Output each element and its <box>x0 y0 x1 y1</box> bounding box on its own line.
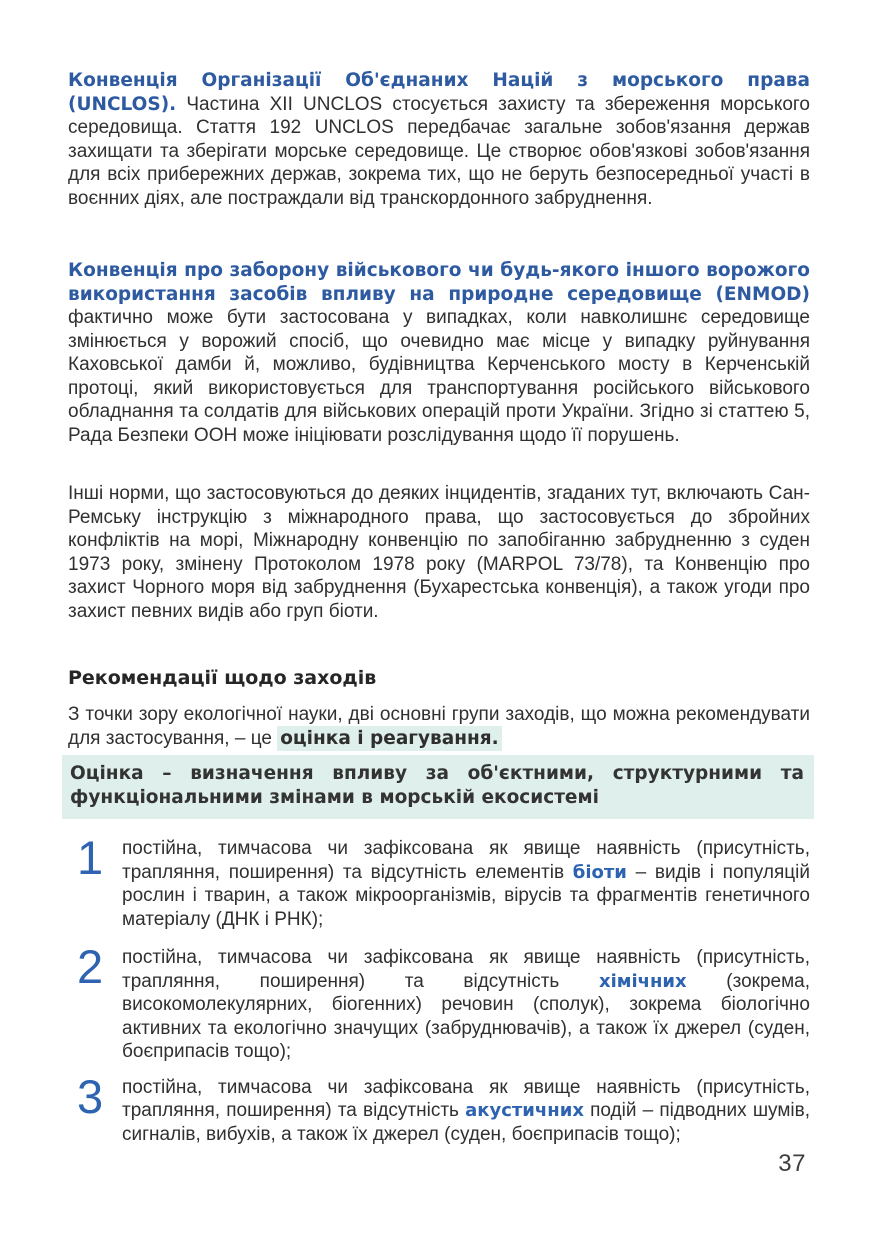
assessment-definition-text: Оцінка – визначення впливу за об'єктними, структурними та функціональними змінами в морській екосистемі <box>70 763 804 808</box>
enmod-paragraph-text: фактично може бути застосована у випадках, коли навколишнє середовище змінюється у ворожий спосіб, що очевидно має місце у випадку руйнування Каховської дамби й, можливо, будівництва Керченського мосту в Керченській протоці, який використовується для транспортування російського військового обладнання та солдатів для військових операцій проти України. Згідно зі статтею 5, Рада Безпеки ООН може ініціювати розслідування щодо її порушень. <box>68 307 810 446</box>
list-item-2 <box>68 940 811 1064</box>
item-2-keyword-chemical: хімічних <box>598 970 687 992</box>
list-item-1-number: 1 <box>77 831 104 884</box>
list-item-1 <box>68 831 810 931</box>
list-item-3 <box>68 1069 810 1147</box>
item-2-text-after: (зокрема, високомолекулярних, біогенних) речовин (сполук), зокрема біологічно активних та екологічно значущих (забруднювачів), а також їх джерел (суден, боєприпасів тощо); <box>122 970 811 1062</box>
paragraph-other-norms: Інші норми, що застосовуються до деяких інцидентів, згаданих тут, включають Сан-Ремську інструкцію з міжнародного права, що застосовується до збройних конфліктів на морі, Міжнародну конвенцію по запобіганню забрудненню з суден 1973 року, змінену Протоколом 1978 року (MARPOL 73/78), та Конвенцію про захист Чорного моря від забруднення (Бухарестська конвенція), а також угоди про захист певних видів або груп біоти. <box>68 483 810 622</box>
unclos-paragraph-text: Частина XII UNCLOS стосується захисту та збереження морського середовища. Стаття 192 UNCLOS передбачає загальне зобов'язання держав захищати та зберігати морське середовище. Це створює обов'язкові зобов'язання для всіх прибережних держав, зокрема тих, що не беруть безпосередньої участі в воєнних діях, але постраждали від транскордонного забруднення. <box>68 93 810 209</box>
paragraph-recommendations-intro <box>68 703 810 750</box>
page-number: 37 <box>778 1150 806 1177</box>
item-3-keyword-acoustic: акустичних <box>465 1100 584 1121</box>
item-2-text-before: постійна, тимчасова чи зафіксована як явище наявність (присутність, трапляння, поширення) та відсутність <box>122 947 810 992</box>
paragraph-enmod <box>68 259 810 461</box>
item-3-text-after: подій – підводних шумів, сигналів, вибухів, а також їх джерел (суден, боєприпасів тощо); <box>122 1100 810 1145</box>
item-3-text-before: постійна, тимчасова чи зафіксована як явище наявність (присутність, трапляння, поширення) та відсутність <box>122 1076 810 1121</box>
item-1-text-after: – видів і популяцій рослин і тварин, а також мікроорганізмів, вірусів та фрагментів генетичного матеріалу (ДНК і РНК); <box>122 861 810 930</box>
item-1-text-before: постійна, тимчасова чи зафіксована як явище наявність (присутність, трапляння, поширення) та відсутність елементів <box>122 838 810 883</box>
item-1-keyword-biota: біоти <box>572 861 627 883</box>
list-item-3-number: 3 <box>77 1069 104 1123</box>
list-item-1-text <box>122 837 810 931</box>
recommendations-intro-text: З точки зору екологічної науки, дві основні групи заходів, що можна рекомендувати для застосування, – це <box>68 704 810 749</box>
paragraph-unclos <box>68 69 810 233</box>
enmod-convention-title: Конвенція про заборону військового чи будь-якого іншого ворожого використання засобів впливу на природне середовище (ENMOD) <box>68 260 810 305</box>
assessment-definition-box <box>62 755 814 819</box>
section-heading-recommendations: Рекомендації щодо заходів <box>68 667 377 689</box>
unclos-convention-title: Конвенція Організації Об'єднаних Націй з морського права (UNCLOS). <box>68 70 810 115</box>
list-item-3-text <box>122 1076 810 1147</box>
assessment-response-highlight: оцінка і реагування. <box>277 726 501 751</box>
list-item-2-number: 2 <box>77 940 104 993</box>
list-item-2-text <box>122 946 810 1064</box>
